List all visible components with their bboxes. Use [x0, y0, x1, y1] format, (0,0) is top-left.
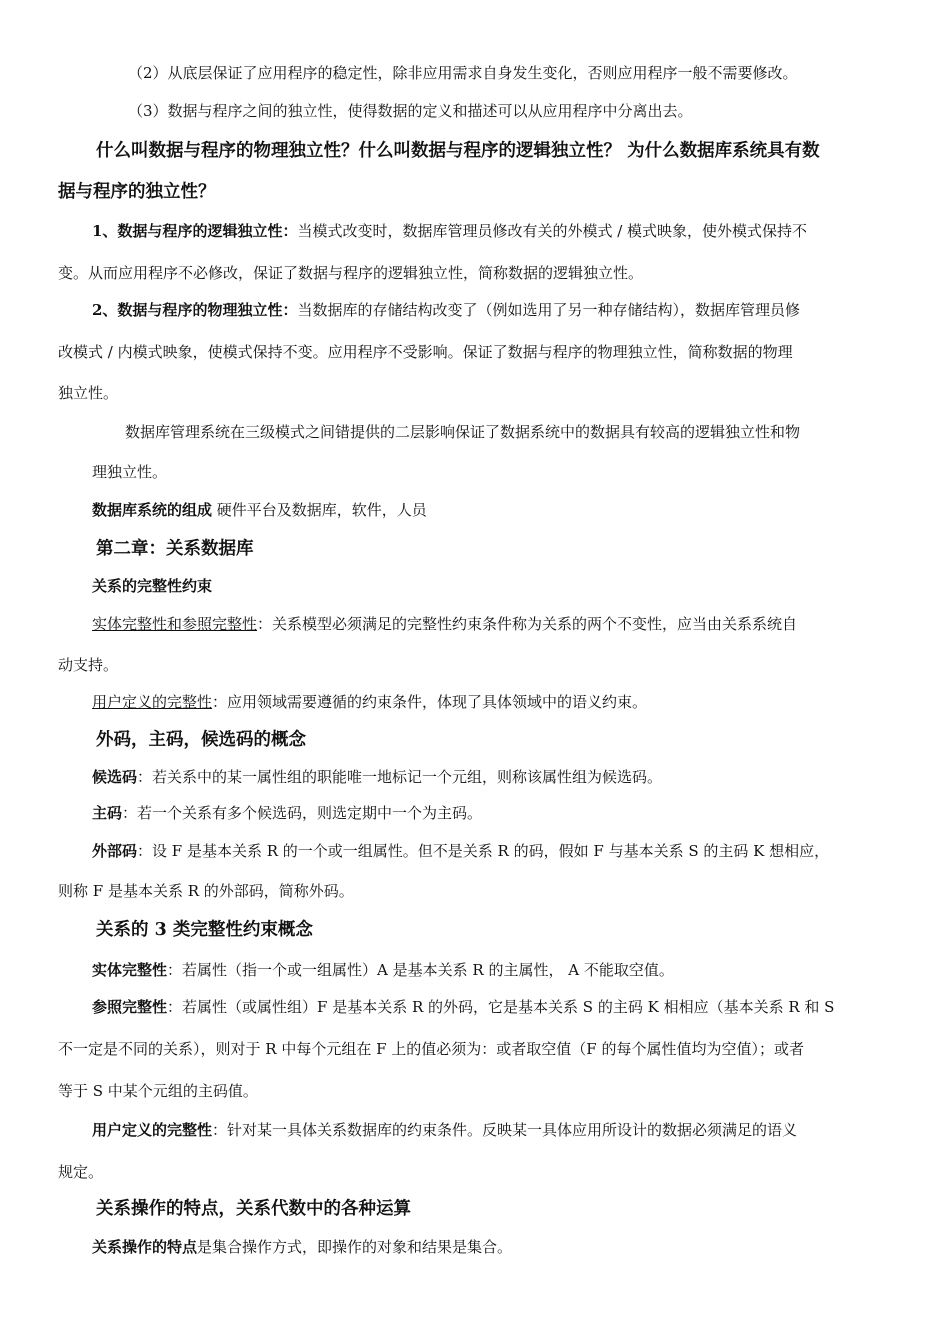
db-system-composition-term: 数据库系统的组成 [92, 501, 213, 519]
physical-independence-line2: 改模式 / 内模式映象，使模式保持不变。应用程序不受影响。保证了数据与程序的物理独立性，简称数据的物理 [58, 343, 793, 361]
relational-operations-title: 关系操作的特点，关系代数中的各种运算 [96, 1199, 411, 1219]
chapter-2-title: 第二章：关系数据库 [96, 539, 254, 559]
heading-independence-line2: 据与程序的独立性？ [58, 182, 216, 202]
candidate-key-definition: 候选码：若关系中的某一属性组的职能唯一地标记一个元组，则称该属性组为候选码。 [92, 768, 663, 786]
user-defined-integrity-line1: 用户定义的完整性：针对某一具体关系数据库的约束条件。反映某一具体应用所设计的数据必须满足的语义 [92, 1121, 798, 1139]
physical-independence-line1: 2、数据与程序的物理独立性：当数据库的存储结构改变了（例如选用了另一种存储结构），数据库管理员修 [92, 301, 800, 319]
user-defined-term: 用户定义的完整性 [92, 693, 213, 711]
foreign-key-line1: 外部码：设 F 是基本关系 R 的一个或一组属性。但不是关系 R 的码，假如 F 与基本关系 S 的主码 K 想相应， [92, 842, 830, 860]
relational-operations-definition: 关系操作的特点是集合操作方式，即操作的对象和结果是集合。 [92, 1238, 513, 1256]
physical-independence-line3: 独立性。 [58, 384, 119, 402]
logical-independence-line2: 变。从而应用程序不必修改，保证了数据与程序的逻辑独立性，简称数据的逻辑独立性。 [58, 264, 644, 282]
dbms-paragraph-line1: 数据库管理系统在三级模式之间错提供的二层影响保证了数据系统中的数据具有较高的逻辑独立性和物 [125, 423, 801, 441]
user-defined-integrity-term: 用户定义的完整性 [92, 1121, 213, 1139]
entity-referential-line1: 实体完整性和参照完整性：关系模型必须满足的完整性约束条件称为关系的两个不变性，应当由关系系统自 [92, 615, 798, 633]
physical-independence-term: 2、数据与程序的物理独立性： [92, 301, 298, 319]
keys-concepts-title: 外码，主码，候选码的概念 [96, 730, 306, 750]
referential-integrity-line2: 不一定是不同的关系），则对于 R 中每个元组在 F 上的值必须为：或者取空值（F 的每个属性值均为空值）；或者 [58, 1040, 804, 1058]
three-integrity-title: 关系的 3 类完整性约束概念 [96, 920, 313, 940]
primary-key-definition: 主码：若一个关系有多个候选码，则选定期中一个为主码。 [92, 804, 483, 822]
dbms-paragraph-line2: 理独立性。 [92, 463, 168, 481]
referential-integrity-line3: 等于 S 中某个元组的主码值。 [58, 1082, 258, 1100]
primary-key-term: 主码 [92, 804, 123, 822]
relational-operations-term: 关系操作的特点 [92, 1238, 198, 1256]
db-system-composition: 数据库系统的组成 硬件平台及数据库，软件，人员 [92, 501, 427, 519]
foreign-key-line2: 则称 F 是基本关系 R 的外部码，简称外码。 [58, 882, 354, 900]
candidate-key-term: 候选码 [92, 768, 138, 786]
user-defined-integrity: 用户定义的完整性：应用领域需要遵循的约束条件，体现了具体领域中的语义约束。 [92, 693, 648, 711]
entity-integrity-definition: 实体完整性：若属性（指一个或一组属性）A 是基本关系 R 的主属性， A 不能取空值。 [92, 961, 674, 979]
entity-integrity-term: 实体完整性 [92, 961, 168, 979]
integrity-constraints-title: 关系的完整性约束 [92, 577, 213, 595]
paragraph-point-3: （3）数据与程序之间的独立性，使得数据的定义和描述可以从应用程序中分离出去。 [128, 102, 693, 120]
foreign-key-term: 外部码 [92, 842, 138, 860]
entity-referential-line2: 动支持。 [58, 656, 119, 674]
entity-referential-term: 实体完整性和参照完整性 [92, 615, 258, 633]
user-defined-integrity-line2: 规定。 [58, 1163, 104, 1181]
heading-independence-line1: 什么叫数据与程序的物理独立性？什么叫数据与程序的逻辑独立性？ 为什么数据库系统具有数 [96, 141, 820, 161]
referential-integrity-term: 参照完整性 [92, 998, 168, 1016]
paragraph-point-2: （2）从底层保证了应用程序的稳定性，除非应用需求自身发生变化，否则应用程序一般不需要修改。 [128, 64, 798, 82]
referential-integrity-line1: 参照完整性：若属性（或属性组）F 是基本关系 R 的外码，它是基本关系 S 的主码 K 相相应（基本关系 R 和 S [92, 998, 835, 1016]
logical-independence-term: 1、数据与程序的逻辑独立性： [92, 222, 298, 240]
logical-independence-line1: 1、数据与程序的逻辑独立性：当模式改变时，数据库管理员修改有关的外模式 / 模式映象，使外模式保持不 [92, 222, 808, 240]
